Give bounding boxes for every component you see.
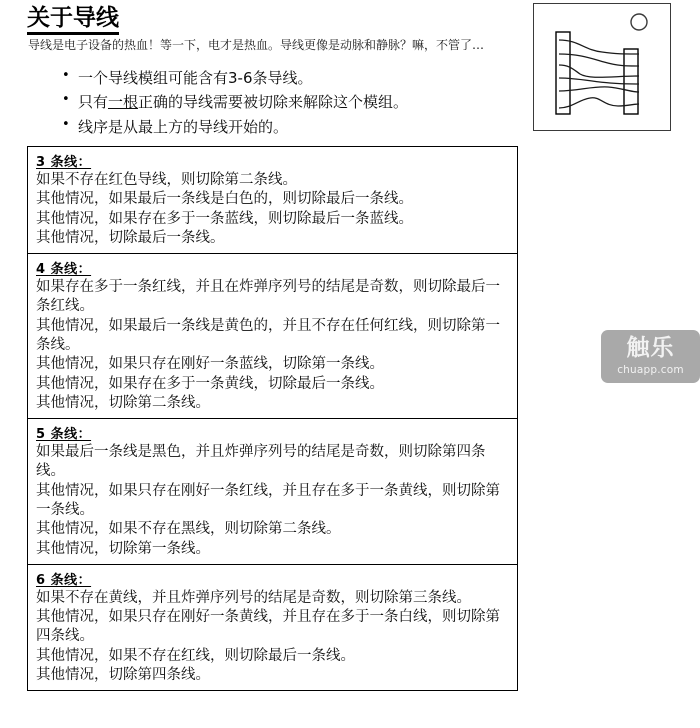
rule-heading: 6 条线： [36,572,92,588]
wire-module-diagram [533,3,671,131]
rule-line: 其他情况，如果存在多于一条黄线，切除最后一条线。 [36,375,384,392]
rule-line: 如果不存在黄线，并且炸弹序列号的结尾是奇数，则切除第三条线。 [36,589,471,606]
list-item [60,66,408,90]
rule-heading: 4 条线： [36,262,92,278]
watermark-logo [601,330,700,383]
rule-line: 其他情况，切除第四条线。 [36,666,210,683]
indicator-led-icon [631,14,647,30]
list-item [60,90,408,114]
rule-line: 其他情况，如果不存在红线，则切除最后一条线。 [36,647,355,664]
bullet-text-before: 线序是从最上方的导线开始的。 [78,117,289,136]
rule-line: 如果存在多于一条红线，并且在炸弹序列号的结尾是奇数，则切除最后一条红线。 [36,279,500,315]
rule-line: 如果最后一条线是黑色，并且炸弹序列号的结尾是奇数，则切除第四条线。 [36,444,486,480]
rule-line: 其他情况，切除第二条线。 [36,394,210,411]
overview-bullet-list [40,66,408,139]
rule-section-4-wires [28,254,517,419]
rule-section-3-wires [28,147,517,254]
rule-line: 其他情况，如果只存在刚好一条蓝线，切除第一条线。 [36,356,384,373]
rule-line: 其他情况，如果只存在刚好一条红线，并且存在多于一条黄线，则切除第一条线。 [36,482,500,518]
rule-line: 其他情况，切除最后一条线。 [36,229,225,246]
watermark-brand: 触乐 [626,335,675,362]
bullet-text-underlined: 一根 [108,93,139,112]
rule-heading: 5 条线： [36,427,92,443]
bullet-text-before: 只有 [78,93,109,112]
rule-line: 其他情况，如果不存在黑线，则切除第二条线。 [36,521,341,538]
list-item [60,115,408,139]
page-title: 关于导线 [27,5,119,35]
rule-line: 如果不存在红色导线，则切除第二条线。 [36,172,297,188]
rule-line: 其他情况，如果最后一条线是白色的，则切除最后一条线。 [36,191,413,208]
rule-heading: 3 条线： [36,155,92,170]
rule-line: 其他情况，如果最后一条线是黄色的，并且不存在任何红线，则切除第一条线。 [36,317,500,353]
rule-section-6-wires [28,565,517,691]
rule-line: 其他情况，如果存在多于一条蓝线，则切除最后一条蓝线。 [36,210,413,227]
wire-rules-table [27,146,518,691]
watermark-url: chuapp.com [617,364,684,377]
intro-paragraph: 导线是电子设备的热血！等一下，电才是热血。导线更像是动脉和静脉？嘛，不管了… [28,38,485,52]
rule-line: 其他情况，切除第一条线。 [36,540,210,557]
bullet-text-before: 一个导线模组可能含有3-6条导线。 [78,69,313,87]
left-connector-strip [556,32,570,114]
bullet-text-after: 正确的导线需要被切除来解除这个模组。 [138,93,409,112]
rule-section-5-wires [28,419,517,565]
rule-line: 其他情况，如果只存在刚好一条黄线，并且存在多于一条白线，则切除第四条线。 [36,609,500,645]
